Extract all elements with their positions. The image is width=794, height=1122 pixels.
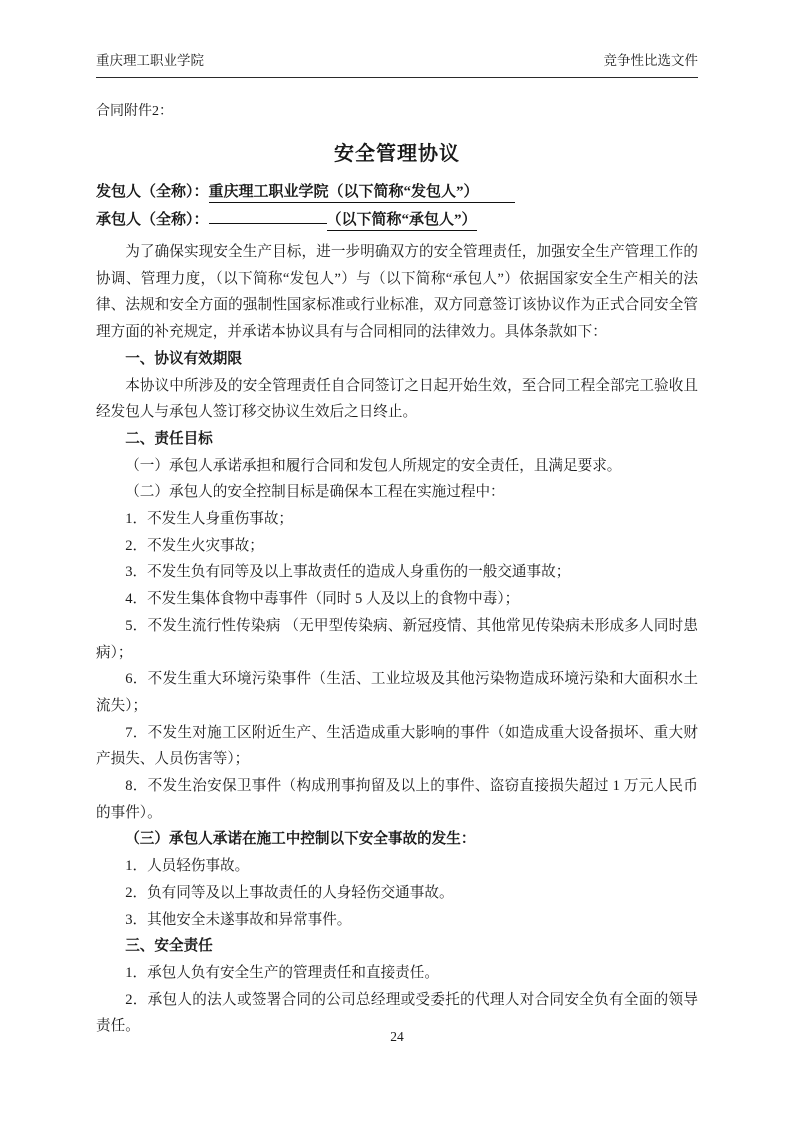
contractor-line: [96, 206, 698, 234]
header-right-text: 竞争性比选文件: [603, 53, 698, 68]
target-item-4: 4．不发生集体食物中毒事件（同时 5 人及以上的食物中毒）；: [125, 591, 520, 608]
accident-item-1: 1．人员轻伤事故。: [125, 858, 250, 875]
target-item-1: 1．不发生人身重伤事故；: [125, 511, 294, 528]
accident-item-3: 3．其他安全未遂事故和异常事件。: [125, 911, 352, 928]
employer-value-underlined: 重庆理工职业学院（以下简称“发包人”）: [209, 183, 515, 203]
document-body: [96, 239, 698, 1040]
target-item-5: 5．不发生流行性传染病 （无甲型传染病、新冠疫情、其他常见传染病未形成多人同时患病）；: [96, 617, 698, 661]
accident-item-2: 2．负有同等及以上事故责任的人身轻伤交通事故。: [125, 884, 454, 901]
page-number: 24: [390, 1029, 404, 1044]
employer-line: [96, 178, 698, 206]
section-2-heading: 二、责任目标: [125, 430, 213, 447]
attachment-label: 合同附件2：: [96, 104, 173, 119]
target-item-8: 8．不发生治安保卫事件（构成刑事拘留及以上的事件、盗窃直接损失超过 1 万元人民币的事件）。: [96, 778, 698, 821]
duty-item-1: 1．承包人负有安全生产的管理责任和直接责任。: [125, 964, 439, 981]
duty-item-2: 2．承包人的法人或签署合同的公司总经理或受委托的代理人对合同安全负有全面的领导责任。: [96, 991, 698, 1035]
target-item-2: 2．不发生火灾事故；: [125, 537, 264, 554]
party-block: [96, 178, 698, 234]
section-1-body: 本协议中所涉及的安全管理责任自合同签订之日起开始生效，至合同工程全部完工验收且经发包人与承包人签订移交协议生效后之日终止。: [96, 377, 698, 421]
target-item-7: 7．不发生对施工区附近生产、生活造成重大影响的事件（如造成重大设备损坏、重大财产损失、人员伤害等）；: [96, 724, 698, 768]
section-3-heading: 三、安全责任: [125, 938, 213, 955]
intro-paragraph: 为了确保实现安全生产目标，进一步明确双方的安全管理责任，加强安全生产管理工作的协调、管理力度，（以下简称“发包人”）与（以下简称“承包人”）依据国家安全生产相关的法律、法规和安全方面的强制性国家标准或行业标准，双方同意签订该协议作为正式合同安全管理方面的补充规定，并承诺本协议具有与合同相同的法律效力。具体条款如下：: [96, 244, 698, 341]
employer-label: 发包人（全称）：: [96, 184, 209, 200]
contractor-blank-underline: [209, 206, 327, 224]
clause-2-3-heading: （三）承包人承诺在施工中控制以下安全事故的发生：: [125, 831, 476, 848]
contractor-value-underlined: （以下简称“承包人”）: [327, 211, 477, 231]
section-1-heading: 一、协议有效期限: [125, 350, 242, 367]
contractor-label: 承包人（全称）：: [96, 212, 209, 228]
target-item-6: 6．不发生重大环境污染事件（生活、工业垃圾及其他污染物造成环境污染和大面积水土流失）；: [96, 671, 698, 714]
target-item-3: 3．不发生负有同等及以上事故责任的造成人身重伤的一般交通事故；: [125, 564, 571, 581]
clause-2-2: （二）承包人的安全控制目标是确保本工程在实施过程中：: [125, 484, 505, 501]
clause-2-1: （一）承包人承诺承担和履行合同和发包人所规定的安全责任，且满足要求。: [125, 457, 622, 474]
header-left-text: 重庆理工职业学院: [96, 53, 204, 68]
page-header: [96, 52, 698, 78]
document-title: 安全管理协议: [334, 143, 460, 165]
